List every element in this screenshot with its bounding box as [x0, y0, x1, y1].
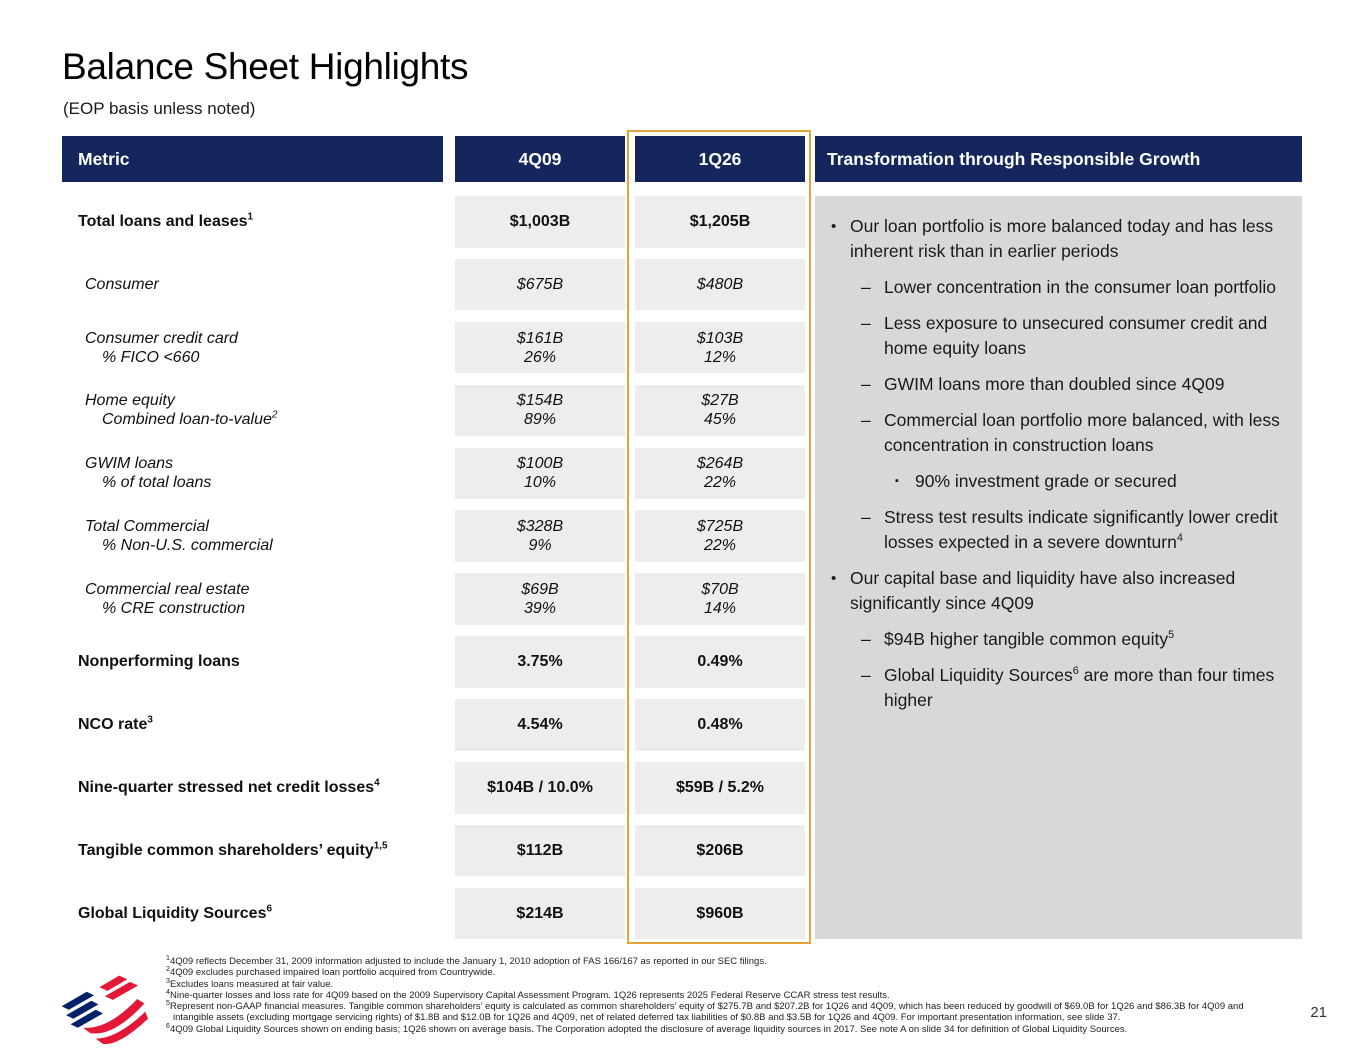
dash-icon: – — [861, 277, 871, 297]
value-1q26: $480B — [635, 259, 805, 311]
table-row — [62, 888, 805, 940]
table-header-1q26: 1Q26 — [635, 136, 805, 182]
dash-icon: – — [861, 507, 871, 527]
metric-label: Commercial real estate — [85, 581, 250, 599]
page-title: Balance Sheet Highlights — [62, 46, 469, 87]
value-4q09: $104B / 10.0% — [455, 762, 625, 814]
value-4q09: $161B 26% — [455, 322, 625, 374]
value-1q26: $70B 14% — [635, 573, 805, 625]
footnote: $^3$Excludes loans measured at fair value. — [166, 976, 334, 990]
value-4q09: $214B — [455, 888, 625, 940]
metric-label: Total loans and leases$^1$ — [78, 211, 254, 231]
value-4q09: $100B 10% — [455, 448, 625, 500]
table-header-4q09: 4Q09 — [455, 136, 625, 182]
metric-label: Tangible common shareholders’ equity$^{1,5}$ — [78, 840, 388, 860]
list-item: ▪ 90% investment grade or secured — [815, 469, 1290, 494]
table-header-metric: Metric — [62, 136, 443, 182]
footnote: $^4$Nine-quarter losses and loss rate for 4Q09 based on the 2009 Supervisory Capital Assessment Program. 1Q26 represents 2025 Federal Reserve CCAR stress test results. — [166, 987, 890, 1001]
dash-icon: – — [861, 629, 871, 649]
metric-sublabel: % of total loans — [102, 474, 212, 492]
value-1q26: $960B — [635, 888, 805, 940]
list-item: • Our loan portfolio is more balanced today and has less inherent risk than in earlier periods — [815, 214, 1290, 264]
value-1q26: 0.49% — [635, 636, 805, 688]
list-item: – Global Liquidity Sources$^6$ are more than four times higher — [815, 663, 1290, 713]
dash-icon: – — [861, 665, 871, 685]
table-row — [62, 573, 805, 625]
bullet-icon: • — [831, 218, 837, 235]
value-1q26: $725B 22% — [635, 510, 805, 562]
list-item: • Our capital base and liquidity have also increased significantly since 4Q09 — [815, 566, 1290, 616]
metric-label: NCO rate$^3$ — [78, 715, 153, 734]
table-row — [62, 510, 805, 562]
metric-sublabel: % CRE construction — [102, 600, 246, 618]
table-row — [62, 825, 805, 877]
footnote: $^5$Represent non-GAAP financial measures. Tangible common shareholders’ equity is calculated as common shareholders’ equity of $275.7B and $207.2B for 1Q26 and 4Q09, which has been reduced by goodwill of $69.0B for 1Q26 and $86.3B for 4Q09 and intangible assets (excluding mortgage servicing rights) of $1.8B and $12.0B for 1Q26 and 4Q09, net of related deferred tax liabilities of $0.8B and $3.5B for 1Q26 and 4Q09. For important presentation information, see slide 37. — [166, 999, 1244, 1024]
metrics-table — [62, 196, 805, 939]
value-1q26: $27B 45% — [635, 385, 805, 437]
table-row — [62, 259, 805, 311]
value-4q09: $675B — [455, 259, 625, 311]
metric-label: Consumer — [85, 276, 159, 294]
value-1q26: $103B 12% — [635, 322, 805, 374]
value-4q09: 4.54% — [455, 699, 625, 751]
table-row — [62, 762, 805, 814]
value-1q26: 0.48% — [635, 699, 805, 751]
square-bullet-icon: ▪ — [895, 475, 899, 487]
metric-label: Global Liquidity Sources$^6$ — [78, 903, 272, 923]
metric-label: Nine-quarter stressed net credit losses$^4$ — [78, 777, 380, 797]
value-1q26: $1,205B — [635, 196, 805, 248]
value-4q09: $1,003B — [455, 196, 625, 248]
value-4q09: $154B 89% — [455, 385, 625, 437]
list-item: – Commercial loan portfolio more balanced, with less concentration in construction loans — [815, 408, 1290, 458]
metric-sublabel: % Non-U.S. commercial — [102, 537, 273, 555]
panel-header: Transformation through Responsible Growth — [815, 136, 1302, 182]
table-row — [62, 322, 805, 374]
footnotes — [166, 953, 1284, 1035]
metric-label: Home equity — [85, 392, 175, 410]
value-1q26: $264B 22% — [635, 448, 805, 500]
metric-label: GWIM loans — [85, 455, 174, 473]
metric-label: Nonperforming loans — [78, 653, 240, 671]
dash-icon: – — [861, 313, 871, 333]
list-item: – Stress test results indicate significantly lower credit losses expected in a severe downturn$^4$ — [815, 505, 1290, 555]
footnote: $^1$4Q09 reflects December 31, 2009 information adjusted to include the January 1, 2010 adoption of FAS 166/167 as reported in our SEC filings. — [166, 953, 767, 967]
bullet-icon: • — [831, 570, 837, 587]
table-row — [62, 196, 805, 248]
metric-label: Total Commercial — [85, 518, 209, 536]
footnote: $^2$4Q09 excludes purchased impaired loan portfolio acquired from Countrywide. — [166, 965, 496, 979]
list-item: – Lower concentration in the consumer loan portfolio — [815, 275, 1290, 300]
bank-of-america-logo — [58, 972, 148, 1044]
value-4q09: 3.75% — [455, 636, 625, 688]
page-subtitle: (EOP basis unless noted) — [63, 99, 256, 118]
list-item: – $94B higher tangible common equity$^5$ — [815, 627, 1290, 652]
metric-label: Consumer credit card — [85, 329, 238, 347]
value-4q09: $69B 39% — [455, 573, 625, 625]
commentary-panel — [815, 196, 1302, 939]
table-row — [62, 699, 805, 751]
value-4q09: $112B — [455, 825, 625, 877]
table-row — [62, 385, 805, 437]
table-row — [62, 448, 805, 500]
page-number: 21 — [1310, 1004, 1327, 1021]
list-item: – Less exposure to unsecured consumer credit and home equity loans — [815, 311, 1290, 361]
table-row — [62, 636, 805, 688]
metric-sublabel: % FICO <660 — [102, 348, 200, 366]
metric-sublabel: Combined loan-to-value$^2$ — [102, 410, 278, 429]
dash-icon: – — [861, 410, 871, 430]
dash-icon: – — [861, 374, 871, 394]
list-item: – GWIM loans more than doubled since 4Q09 — [815, 372, 1290, 397]
value-1q26: $206B — [635, 825, 805, 877]
value-4q09: $328B 9% — [455, 510, 625, 562]
value-1q26: $59B / 5.2% — [635, 762, 805, 814]
footnote: $^6$4Q09 Global Liquidity Sources shown on ending basis; 1Q26 shown on average basis. The Corporation adopted the disclosure of average liquidity sources in 2017. See note A on slide 34 for definition of Global Liquidity Sources. — [166, 1021, 1128, 1035]
